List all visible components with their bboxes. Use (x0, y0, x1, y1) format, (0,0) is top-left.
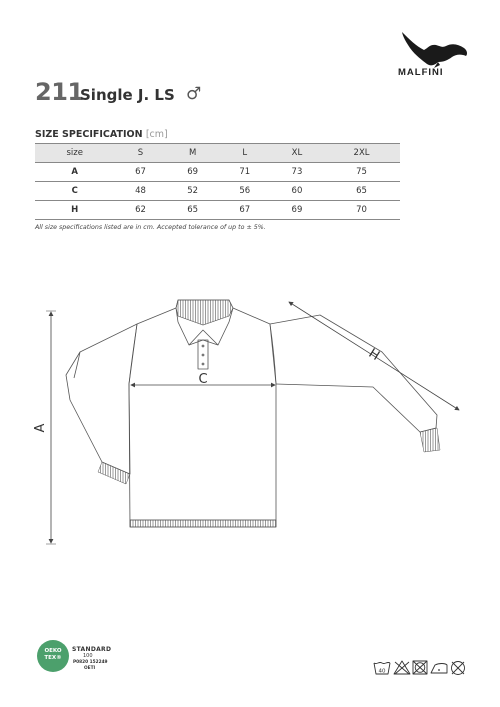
measure-a-label: A (33, 423, 48, 433)
table-cell: 67 (114, 163, 166, 182)
oeko-tex-badge-text (37, 648, 69, 662)
table-row (35, 182, 400, 201)
table-cell: 75 (323, 163, 400, 182)
table-cell: 71 (219, 163, 271, 182)
row-label: H (35, 201, 114, 220)
care-symbols (373, 659, 467, 677)
no-dry-clean-icon (452, 662, 465, 675)
male-symbol-icon: ♂ (186, 84, 202, 104)
certificate-id: P0820 152249 (73, 660, 108, 665)
tolerance-note: All size specifications listed are in cm. Accepted tolerance of up to ± 5%. (35, 224, 266, 231)
shirt-body-outline (129, 308, 276, 527)
iron-low-icon (431, 664, 447, 674)
right-sleeve-outline (270, 315, 437, 432)
standard-number: 100 (83, 653, 93, 659)
table-cell: 73 (271, 163, 323, 182)
wash-temperature: 40 (378, 668, 386, 675)
left-sleeve-outline (66, 324, 137, 474)
header-s: S (114, 144, 166, 163)
table-cell: 70 (323, 201, 400, 220)
row-label: C (35, 182, 114, 201)
header-xl: XL (271, 144, 323, 163)
header-m: M (167, 144, 219, 163)
table-cell: 69 (167, 163, 219, 182)
table-cell: 56 (219, 182, 271, 201)
badge-line-1: OEKO (44, 648, 62, 654)
measure-c-label: C (198, 372, 208, 387)
table-cell: 69 (271, 201, 323, 220)
table-cell: 65 (167, 201, 219, 220)
no-bleach-icon (394, 661, 410, 674)
spec-title-text: SIZE SPECIFICATION (35, 129, 143, 140)
table-cell: 60 (271, 182, 323, 201)
institute-name: OETI (84, 666, 96, 671)
standard-label: STANDARD (72, 646, 112, 653)
table-cell: 52 (167, 182, 219, 201)
spec-title (35, 129, 168, 140)
table-row (35, 163, 400, 182)
header-size: size (35, 144, 114, 163)
table-cell: 48 (114, 182, 166, 201)
measure-h-label: H (365, 346, 382, 364)
size-table-header (35, 144, 400, 163)
brand-name: MALFINI (398, 67, 444, 78)
badge-line-2: TEX® (44, 655, 62, 661)
product-name: Single J. LS (80, 86, 175, 104)
row-label: A (35, 163, 114, 182)
table-cell: 67 (219, 201, 271, 220)
spec-unit: [cm] (145, 129, 168, 140)
header-l: L (219, 144, 271, 163)
polo-shirt-drawing (0, 290, 500, 560)
product-code: 211 (35, 78, 84, 106)
no-tumble-dry-icon (413, 661, 427, 674)
size-table (35, 143, 400, 220)
table-cell: 65 (323, 182, 400, 201)
table-row (35, 201, 400, 220)
header-2xl: 2XL (323, 144, 400, 163)
table-cell: 62 (114, 201, 166, 220)
